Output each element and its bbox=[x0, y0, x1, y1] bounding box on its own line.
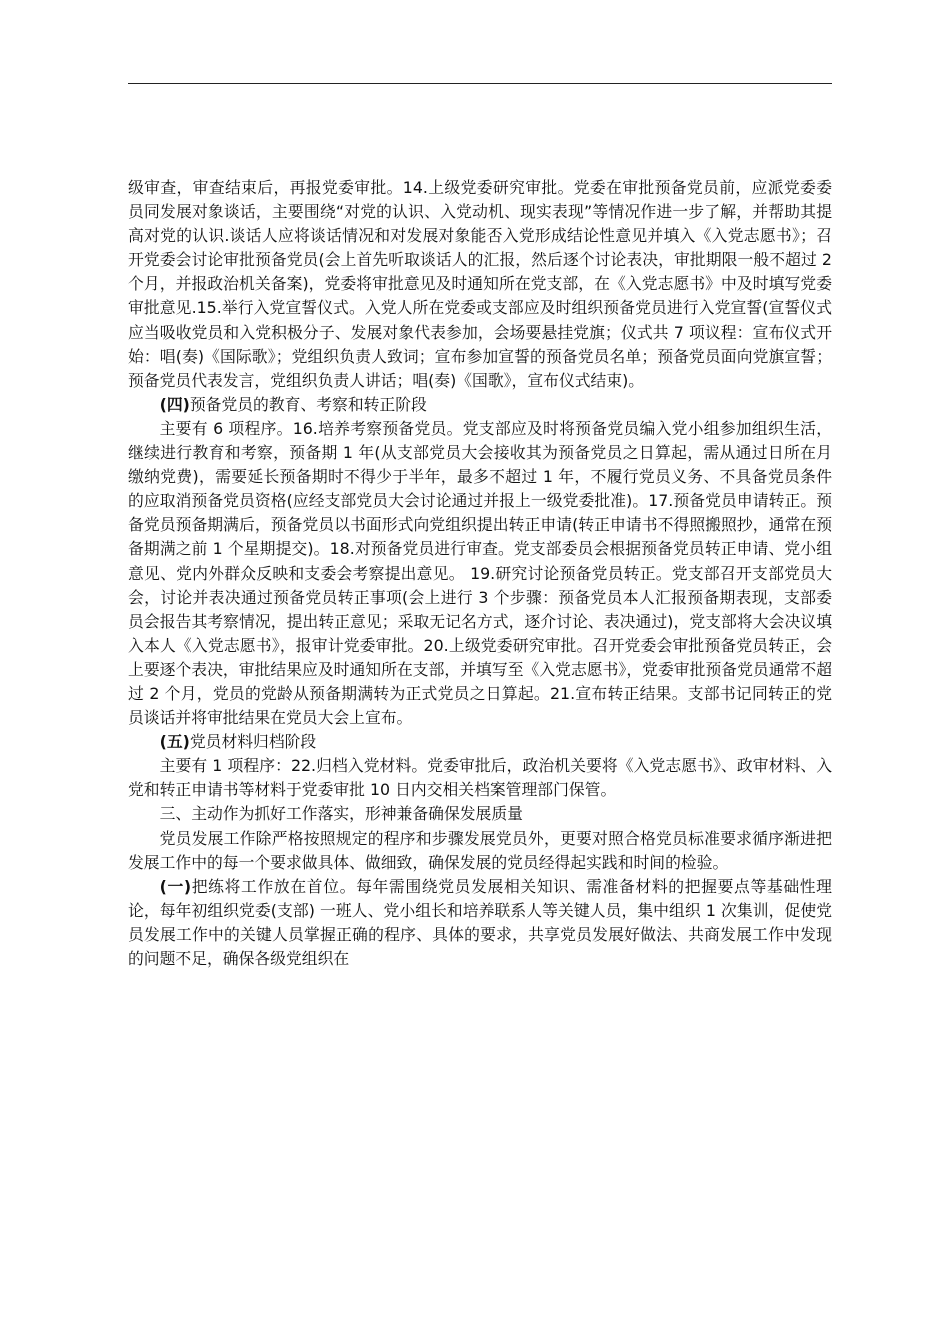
section-heading-archiving: (五)党员材料归档阶段 bbox=[159, 732, 317, 752]
paragraph-quality-intro: 党员发展工作除严格按照规定的程序和步骤发展党员外，更要对照合格党员标准要求循序渐进把发展工作中的每一个要求做具体、做细致，确保发展的党员经得起实践和时间的检验。 bbox=[128, 828, 832, 872]
paragraph-archiving-steps: 主要有 1 项程序：22.归档入党材料。党委审批后，政治机关要将《入党志愿书》、政审材料、入党和转正申请书等材料于党委审批 10 日内交相关档案管理部门保管。 bbox=[128, 756, 832, 800]
paragraph-training: (一)把练将工作放在首位。每年需围绕党员发展相关知识、需准备材料的把握要点等基础性理论，每年初组织党委(支部) 一班人、党小组长和培养联系人等关键人员，集中组织 1 次集训，促使党员发展工作中的关键人员掌握正确的程序、具体的要求，共享党员发展好做法、共商发展工作中发现的问题不足，确保各级党组织在 bbox=[128, 876, 832, 968]
section-heading-three: 三、主动作为抓好工作落实，形神兼备确保发展质量 bbox=[159, 804, 523, 824]
document-body bbox=[128, 176, 832, 971]
paragraph-probation-steps: 主要有 6 项程序。16.培养考察预备党员。党支部应及时将预备党员编入党小组参加组织生活，继续进行教育和考察，预备期 1 年(从支部党员大会接收其为预备党员之日算起，需从通过日所在月缴纳党费)，需要延长预备期时不得少于半年，最多不超过 1 年，不履行党员义务、不具备党员条件的应取消预备党员资格(应经支部党员大会讨论通过并报上一级党委批准)。17.预备党员申请转正。预备党员预备期满后，预备党员以书面形式向党组织提出转正申请(转正申请书不得照搬照抄，通常在预备期满之前 1 个星期提交)。18.对预备党员进行审查。党支部委员会根据预备党员转正申请、党小组意见、党内外群众反映和支委会考察提出意见。 19.研究讨论预备党员转正。党支部召开支部党员大会，讨论并表决通过预备党员转正事项(会上进行 3 个步骤：预备党员本人汇报预备期表现，支部委员会报告其考察情况，提出转正意见；采取无记名方式，逐介讨论、表决通过)，党支部将大会决议填入本人《入党志愿书》，报审计党委审批。20.上级党委研究审批。召开党委会审批预备党员转正，会上要逐个表决，审批结果应及时通知所在支部，并填写至《入党志愿书》，党委审批预备党员通常不超过 2 个月，党员的党龄从预备期满转为正式党员之日算起。21.宣布转正结果。支部书记同转正的党员谈话并将审批结果在党员大会上宣布。 bbox=[128, 418, 832, 728]
header-rule bbox=[128, 83, 832, 84]
paragraph-review-oath: 级审查，审查结束后，再报党委审批。14.上级党委研究审批。党委在审批预备党员前，应派党委委员同发展对象谈话，主要围绕“对党的认识、入党动机、现实表现”等情况作进一步了解，并帮助其提高对党的认识.谈话人应将谈话情况和对发展对象能否入党形成结论性意见并填入《入党志愿书》；召开党委会讨论审批预备党员(会上首先听取谈话人的汇报，然后逐个讨论表决，审批期限一般不超过 2 个月，并报政治机关备案)，党委将审批意见及时通知所在党支部，在《入党志愿书》中及时填写党委审批意见.15.举行入党宣誓仪式。入党人所在党委或支部应及时组织预备党员进行入党宣誓(宣誓仪式应当吸收党员和入党积极分子、发展对象代表参加，会场要悬挂党旗；仪式共 7 项议程：宣布仪式开始：唱(奏)《国际歌》；党组织负责人致词；宣布参加宣誓的预备党员名单；预备党员面向党旗宣誓；预备党员代表发言，党组织负责人讲话；唱(奏)《国歌》，宣布仪式结束)。 bbox=[128, 178, 832, 390]
section-heading-probation: (四)预备党员的教育、考察和转正阶段 bbox=[159, 394, 427, 414]
